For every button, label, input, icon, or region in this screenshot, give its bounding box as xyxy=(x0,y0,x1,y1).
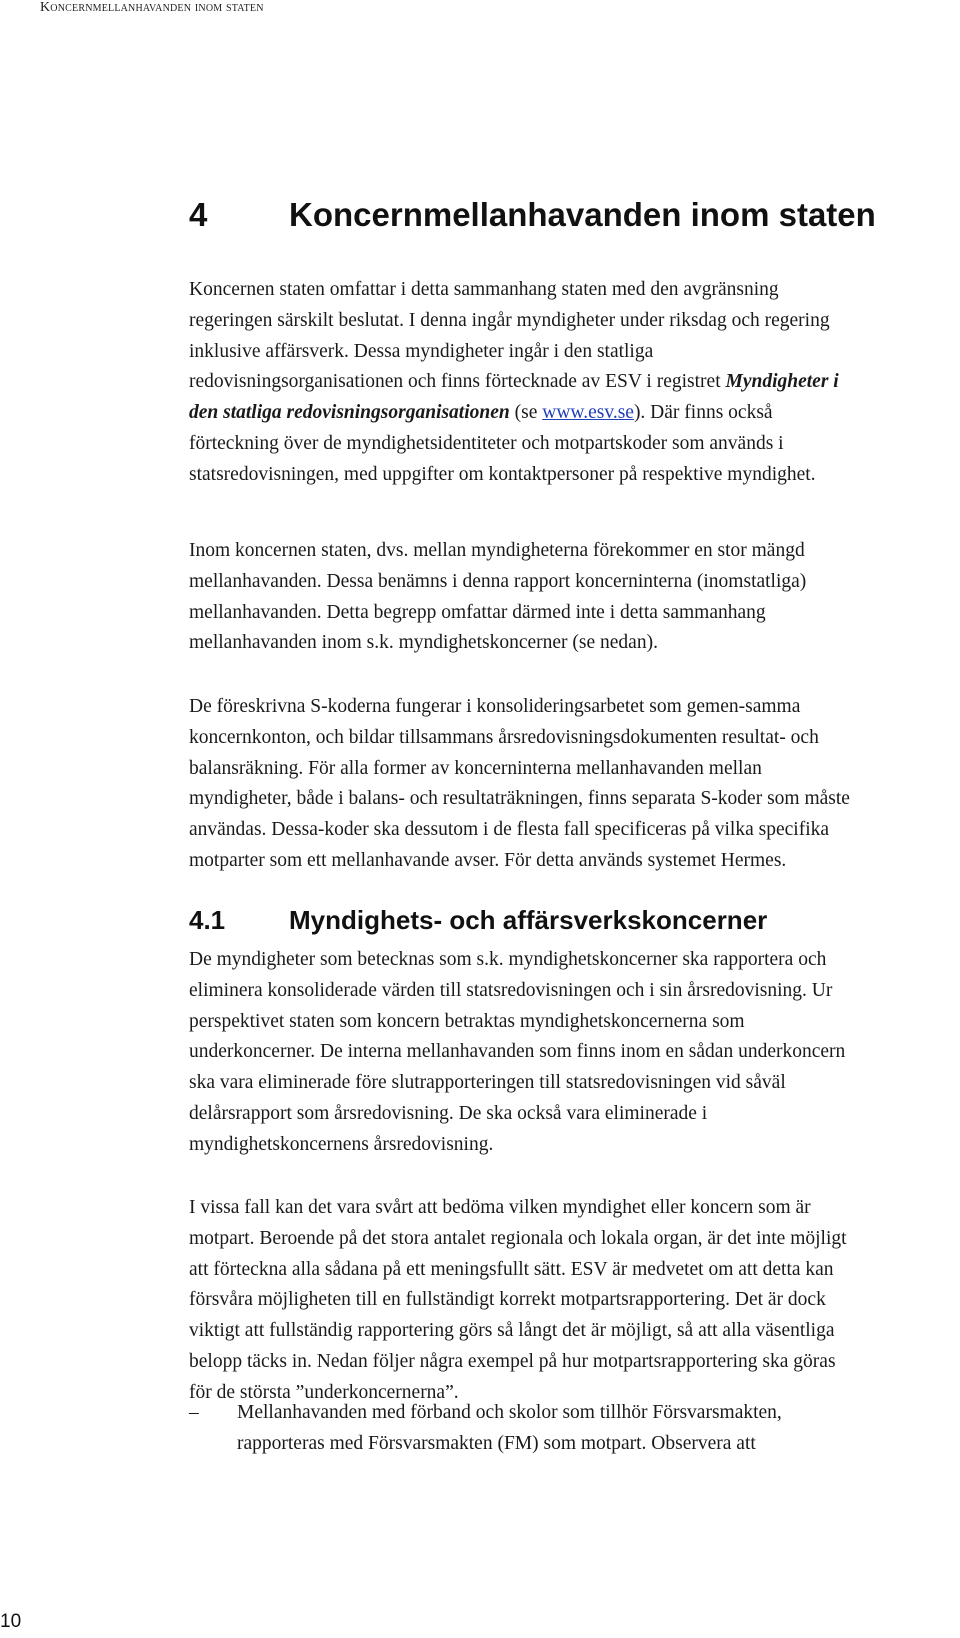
text-line: koncernkonton, och bildar tillsammans årsredovisningsdokumenten resultat- och xyxy=(189,726,819,748)
text-line: mellanhavanden inom s.k. myndighetskoncerner (se nedan). xyxy=(189,632,658,654)
text-line: De föreskrivna S-koderna fungerar i konsolideringsarbetet som gemen-samma xyxy=(189,696,801,717)
text-line: regeringen särskilt beslutat. I denna ingår myndigheter under riksdag och regering xyxy=(189,309,830,331)
text-line: Mellanhavanden med förband och skolor som tillhör Försvarsmakten, xyxy=(237,1402,782,1423)
dash-bullet: – xyxy=(189,1402,199,1423)
text-line xyxy=(189,367,959,398)
list-item xyxy=(189,1398,959,1460)
section-heading xyxy=(189,904,767,936)
paragraph-counterpart xyxy=(189,1193,959,1409)
text-line: I vissa fall kan det vara svårt att bedöma vilken myndighet eller koncern som är xyxy=(189,1197,811,1218)
chapter-title: Koncernmellanhavanden inom staten xyxy=(289,196,876,233)
page-number: 10 xyxy=(0,1611,22,1632)
paragraph-intro xyxy=(189,275,959,491)
text-line: belopp täcks in. Nedan följer några exempel på hur motpartsrapportering ska göras xyxy=(189,1350,836,1372)
text-line: balansräkning. För alla former av koncerninterna mellanhavanden mellan xyxy=(189,757,762,779)
section-title: Myndighets- och affärsverkskoncerner xyxy=(289,905,768,935)
chapter-number: 4 xyxy=(189,196,208,233)
text-line: statsredovisningen, med uppgifter om kontaktpersoner på respektive myndighet. xyxy=(189,463,816,485)
paragraph-s-codes xyxy=(189,692,959,877)
running-header: Koncernmellanhavanden inom staten xyxy=(40,0,264,15)
text-line: underkoncerner. De interna mellanhavanden som finns inom en sådan underkoncern xyxy=(189,1041,846,1063)
text-line: mellanhavanden. Dessa benämns i denna rapport koncerninterna (inomstatliga) xyxy=(189,570,807,592)
paragraph-internal-balances xyxy=(189,536,959,659)
text-line: ska vara eliminerade före slutrapporteringen till statsredovisningen vid såväl xyxy=(189,1072,786,1094)
register-title-part2: den statliga redovisningsorganisationen xyxy=(189,402,510,424)
text-run: redovisningsorganisationen och finns förtecknade av ESV i registret xyxy=(189,371,726,393)
text-line: delårsrapport som årsredovisning. De ska också vara eliminerade i xyxy=(189,1102,708,1124)
text-line: motpart. Beroende på det stora antalet regionala och lokala organ, är det inte möjligt xyxy=(189,1227,847,1249)
text-line: inklusive affärsverk. Dessa myndigheter ingår i den statliga xyxy=(189,340,654,362)
text-line: att förteckna alla sådana på ett meningsfullt sätt. ESV är medvetet om att detta kan xyxy=(189,1258,834,1280)
text-line: förteckning över de myndighetsidentiteter och motpartskoder som används i xyxy=(189,432,784,454)
paragraph-agency-groups xyxy=(189,945,959,1161)
text-line: eliminera konsoliderade värden till statsredovisningen och i sin årsredovisning. Ur xyxy=(189,979,833,1001)
text-line: motparter som ett mellanhavande avser. För detta används systemet Hermes. xyxy=(189,849,787,871)
text-run: (se xyxy=(509,402,543,424)
text-line: myndigheter, både i balans- och resultaträkningen, finns separata S-koder som måste xyxy=(189,788,850,810)
section-number: 4.1 xyxy=(189,905,226,935)
text-line: för de största ”underkoncernerna”. xyxy=(189,1381,459,1403)
list-item-text xyxy=(237,1398,959,1460)
text-line: perspektivet staten som koncern betraktas myndighetskoncernerna som xyxy=(189,1010,745,1032)
text-line: De myndigheter som betecknas som s.k. myndighetskoncerner ska rapportera och xyxy=(189,949,827,970)
text-line: viktigt att fullständig rapportering görs så långt det är möjligt, så att alla väsentliga xyxy=(189,1320,835,1342)
text-line: mellanhavanden. Detta begrepp omfattar därmed inte i detta sammanhang xyxy=(189,601,766,623)
text-line: försvåra möjligheten till en fullständigt korrekt motpartsrapportering. Det är dock xyxy=(189,1289,826,1311)
register-title-part1: Myndigheter i xyxy=(725,371,839,393)
text-line: användas. Dessa-koder ska dessutom i de flesta fall specificeras på vilka specifika xyxy=(189,819,830,841)
chapter-heading xyxy=(189,195,876,235)
text-line xyxy=(189,398,959,429)
esv-link[interactable]: www.esv.se xyxy=(542,402,634,424)
text-run: ). Där finns också xyxy=(633,402,773,424)
text-line: myndighetskoncernens årsredovisning. xyxy=(189,1133,494,1155)
text-line: rapporteras med Försvarsmakten (FM) som motpart. Observera att xyxy=(237,1432,756,1454)
text-line: Inom koncernen staten, dvs. mellan myndigheterna förekommer en stor mängd xyxy=(189,540,805,561)
text-line: Koncernen staten omfattar i detta sammanhang staten med den avgränsning xyxy=(189,279,779,300)
